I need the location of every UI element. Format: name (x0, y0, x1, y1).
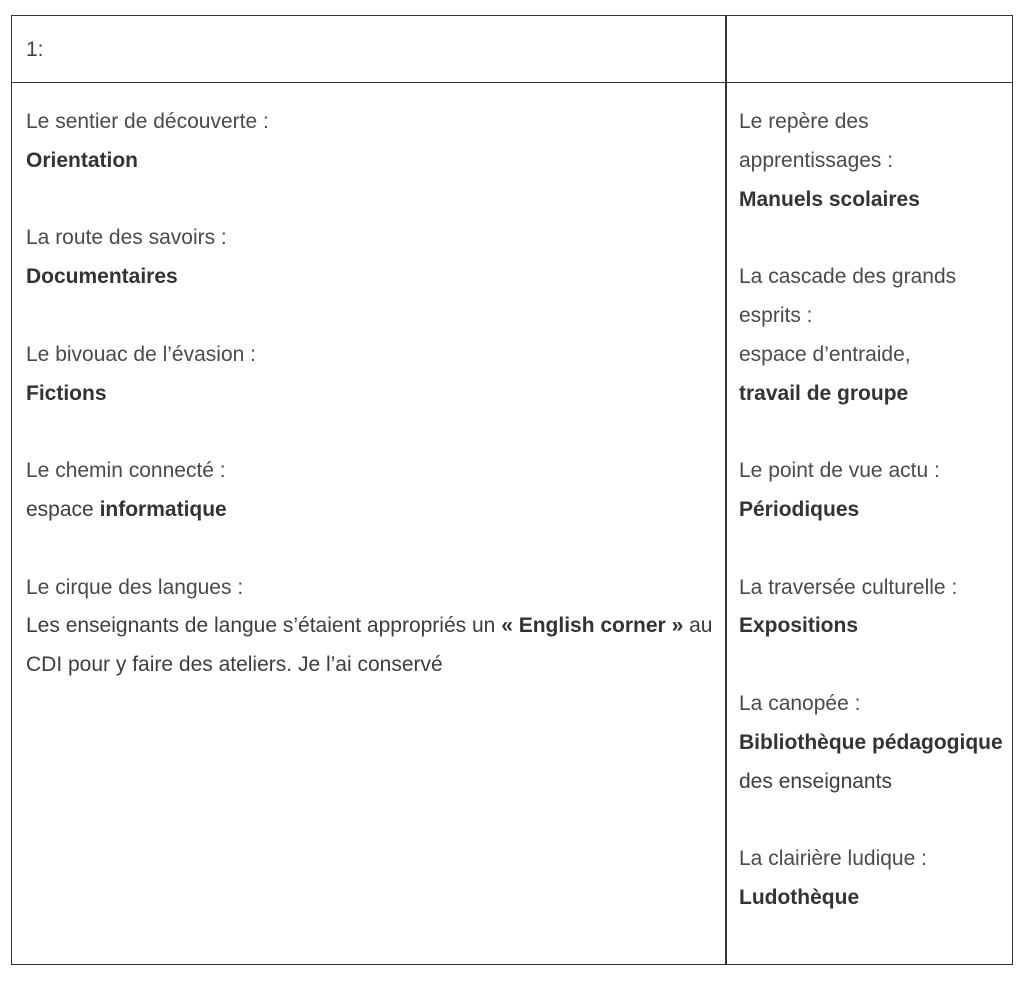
entry-prefix: espace (26, 497, 100, 521)
entry-title: La clairière ludique : (739, 847, 927, 871)
entry-title: Le point de vue actu : (739, 459, 940, 483)
entry-category: Manuels scolaires (739, 187, 920, 211)
entry-description-start: Les enseignants de langue s’étaient appropriés un (26, 614, 502, 638)
entry-plain: espace d’entraide, (739, 342, 911, 366)
table-header-row (12, 16, 1012, 83)
entry-category: Ludothèque (739, 885, 860, 909)
entry-title: Le cirque des langues : (26, 575, 244, 599)
list-item (26, 569, 716, 685)
entry-category: Documentaires (26, 265, 178, 289)
right-column-cell (739, 103, 1004, 957)
list-item (26, 452, 716, 530)
entry-title: Le repère des apprentissages : (739, 110, 894, 172)
column-divider (725, 16, 727, 964)
list-item (739, 569, 1004, 647)
entry-title: La cascade des grands esprits : (739, 265, 957, 327)
entry-category: Expositions (739, 614, 859, 638)
entry-title: La canopée : (739, 691, 861, 715)
entry-title: Le sentier de découverte : (26, 110, 269, 133)
list-item (26, 336, 716, 414)
left-column-cell (26, 103, 716, 724)
entry-category: Orientation (26, 148, 139, 172)
entry-title: Le chemin connecté : (26, 459, 226, 483)
entry-title: Le bivouac de l’évasion : (26, 342, 256, 366)
list-item (26, 219, 716, 297)
header-cell-left: 1: (26, 38, 44, 61)
list-item (739, 258, 1004, 413)
list-item (739, 840, 1004, 918)
entry-category: Bibliothèque pédagogique (739, 730, 1003, 754)
entry-category: « English corner » (501, 614, 684, 638)
entry-title: La traversée culturelle : (739, 575, 958, 599)
layout-table (11, 15, 1013, 965)
entry-category: travail de groupe (739, 381, 909, 405)
list-item (26, 103, 716, 181)
list-item (739, 103, 1004, 219)
entry-category: Fictions (26, 381, 107, 405)
entry-category: informatique (99, 497, 227, 521)
list-item (739, 685, 1004, 801)
entry-category: Périodiques (739, 497, 860, 521)
list-item (739, 452, 1004, 530)
entry-title: La route des savoirs : (26, 226, 227, 250)
entry-suffix: des enseignants (739, 769, 892, 793)
entry-description-end: au CDI pour y faire des ateliers. Je l’ai conservé (26, 614, 713, 677)
